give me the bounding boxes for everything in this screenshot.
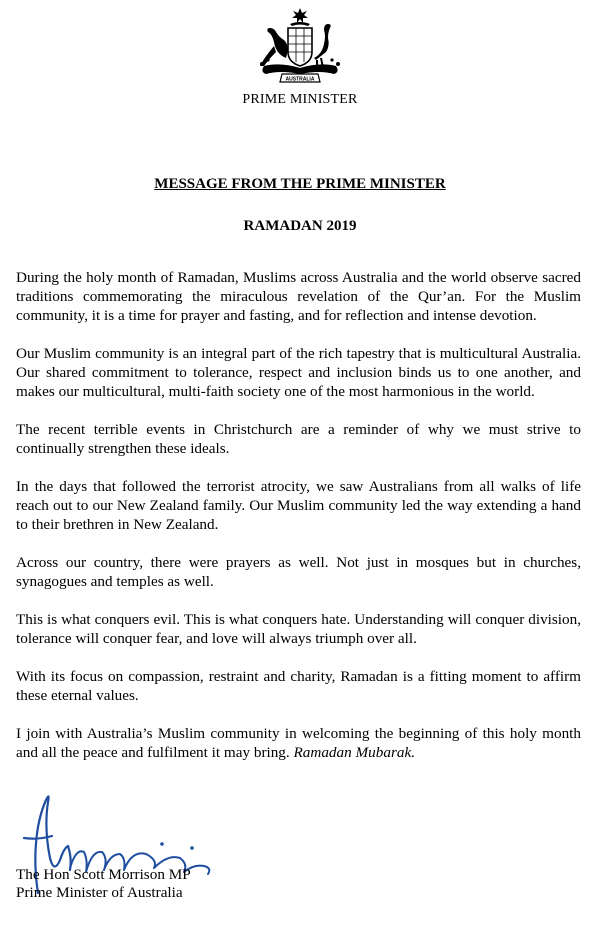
- signatory-position: Prime Minister of Australia: [16, 884, 183, 901]
- paragraph: During the holy month of Ramadan, Muslims across Australia and the world observe sacred traditions commemorating the miraculous revelation of the Qur’an. For the Muslim community, it is a time for prayer and fasting, and for reflection and intense devotion.: [16, 269, 581, 324]
- federation-star-icon: [292, 8, 308, 23]
- signatory-name: The Hon Scott Morrison MP: [16, 866, 191, 883]
- paragraph: In the days that followed the terrorist atrocity, we saw Australians from all walks of life reach out to our New Zealand family. Our Muslim community led the way extending a hand to their brethren in New Zealand.: [16, 478, 581, 533]
- message-subtitle: RAMADAN 2019: [243, 218, 357, 234]
- paragraph: With its focus on compassion, restraint and charity, Ramadan is a fitting moment to affirm these eternal values.: [16, 668, 581, 704]
- closing-text: I join with Australia’s Muslim community in welcoming the beginning of this holy month and all the peace and fulfilment it may bring.: [16, 725, 581, 761]
- closing-paragraph: [16, 724, 581, 762]
- coat-of-arms-emblem: [250, 6, 350, 84]
- closing-greeting: Ramadan Mubarak.: [293, 744, 415, 761]
- paragraph: This is what conquers evil. This is what conquers hate. Understanding will conquer division, tolerance will conquer fear, and love will always triumph over all.: [16, 611, 581, 647]
- signature-block: [16, 866, 191, 902]
- message-body: [16, 268, 581, 781]
- office-heading: PRIME MINISTER: [242, 92, 358, 107]
- paragraph: The recent terrible events in Christchurch are a reminder of why we must strive to continually strengthen these ideals.: [16, 421, 581, 457]
- crest-motto: AUSTRALIA: [285, 76, 315, 83]
- message-title: MESSAGE FROM THE PRIME MINISTER: [154, 176, 446, 192]
- paragraph: Across our country, there were prayers as well. Not just in mosques but in churches, synagogues and temples as well.: [16, 554, 581, 590]
- paragraph: Our Muslim community is an integral part of the rich tapestry that is multicultural Australia. Our shared commitment to tolerance, respect and inclusion binds us to one another, and makes our multicultural, multi-faith society one of the most harmonious in the world.: [16, 345, 581, 400]
